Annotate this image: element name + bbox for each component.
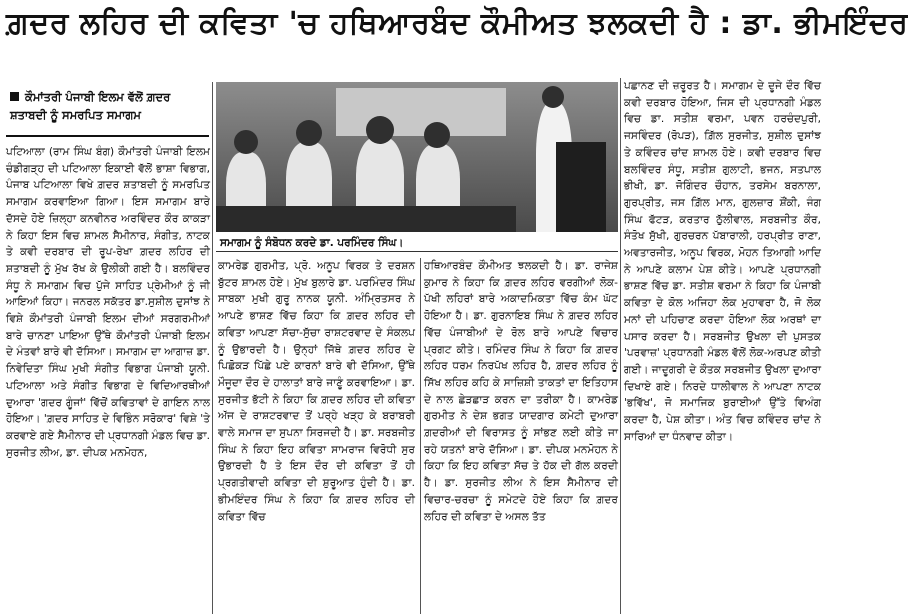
article-column-2: ਕਾਮਰੇਡ ਗੁਰਮੀਤ, ਪ੍ਰੋ. ਅਨੂਪ ਵਿਰਕ ਤੇ ਦਰਸ਼ਨ ਬੁੱਟਰ ਸ਼ਾਮਲ ਹੋਏ। ਮੁੱਖ ਬੁਲਾਰੇ ਡਾ. ਪਰਮਿੰਦਰ ਸਿੰਘ ਸਾਬਕਾ ਮੁਖੀ ਗੁਰੂ ਨਾਨਕ ਯੂਨੀ. ਅੰਮ੍ਰਿਤਸਰ ਨੇ ਆਪਣੇ ਭਾਸ਼ਣ ਵਿੱਚ ਕਿਹਾ ਕਿ ਗ਼ਦਰ ਲਹਿਰ ਦੀ ਕਵਿਤਾ ਆਪਣਾ ਸੱਚਾ-ਸੁੱਚਾ ਰਾਸ਼ਟਰਵਾਦ ਦੇ ਸੰਕਲਪ ਨੂੰ ਉਭਾਰਦੀ ਹੈ। ਉਨ੍ਹਾਂ ਜਿੱਥੇ ਗ਼ਦਰ ਲਹਿਰ ਦੇ ਪਿਛੋਕੜ ਪਿੱਛੇ ਪਏ ਕਾਰਨਾਂ ਬਾਰੇ ਵੀ ਦੱਸਿਆ, ਉੱਥੇ ਮੌਜੂਦਾ ਦੌਰ ਦੇ ਹਾਲਾਤਾਂ ਬਾਰੇ ਜਾਣੂੰ ਕਰਵਾਇਆ। ਡਾ. ਸੁਰਜੀਤ ਭੱਟੀ ਨੇ ਕਿਹਾ ਕਿ ਗ਼ਦਰ ਲਹਿਰ ਦੀ ਕਵਿਤਾ ਅੱਜ ਦੇ ਰਾਸ਼ਟਰਵਾਦ ਤੋਂ ਪਰ੍ਹੇ ਖੜ੍ਹ ਕੇ ਬਰਾਬਰੀ ਵਾਲੇ ਸਮਾਜ ਦਾ ਸੁਪਨਾ ਸਿਰਜਦੀ ਹੈ। ਡਾ. ਸਰਬਜੀਤ ਸਿੰਘ ਨੇ ਕਿਹਾ ਇਹ ਕਵਿਤਾ ਸਾਮਰਾਜ ਵਿਰੋਧੀ ਸੁਰ ਉਭਾਰਦੀ ਹੈ ਤੇ ਇਸ ਦੌਰ ਦੀ ਕਵਿਤਾ ਤੋਂ ਹੀ ਪ੍ਰਗਤੀਵਾਦੀ ਕਵਿਤਾ ਦੀ ਸ਼ੁਰੂਆਤ ਹੁੰਦੀ ਹੈ। ਡਾ. ਭੀਮਇੰਦਰ ਸਿੰਘ ਨੇ ਕਿਹਾ ਕਿ ਗ਼ਦਰ ਲਹਿਰ ਦੀ ਕਵਿਤਾ ਵਿੱਚ — [218, 260, 415, 523]
bullet-square-icon — [10, 92, 19, 101]
column-divider — [212, 82, 213, 614]
photo-caption: ਸਮਾਗਮ ਨੂੰ ਸੰਬੋਧਨ ਕਰਦੇ ਡਾ. ਪਰਮਿੰਦਰ ਸਿੰਘ। — [216, 234, 618, 252]
column-divider — [420, 258, 421, 614]
photo-banner — [336, 88, 506, 136]
photo-head — [296, 120, 322, 146]
photo-table — [216, 206, 516, 232]
article-column-1: ਪਟਿਆਲਾ (ਰਾਮ ਸਿੰਘ ਬੰਗ) ਕੌਮਾਂਤਰੀ ਪੰਜਾਬੀ ਇਲਮ ਚੰਡੀਗੜ੍ਹ ਦੀ ਪਟਿਆਲਾ ਇਕਾਈ ਵੱਲੋਂ ਭਾਸ਼ਾ ਵਿਭਾਗ, ਪੰਜਾਬ ਪਟਿਆਲਾ ਵਿਖੇ ਗ਼ਦਰ ਸ਼ਤਾਬਦੀ ਨੂੰ ਸਮਰਪਿਤ ਸਮਾਗਮ ਕਰਵਾਇਆ ਗਿਆ। ਇਸ ਸਮਾਗਮ ਬਾਰੇ ਦੱਸਦੇ ਹੋਏ ਜ਼ਿਲ੍ਹਾ ਕਨਵੀਨਰ ਅਰਵਿੰਦਰ ਕੌਰ ਕਾਕੜਾ ਨੇ ਕਿਹਾ ਇਸ ਵਿਚ ਸ਼ਾਮਲ ਸੈਮੀਨਾਰ, ਸੰਗੀਤ, ਨਾਟਕ ਤੇ ਕਵੀ ਦਰਬਾਰ ਦੀ ਰੂਪ-ਰੇਖਾ ਗ਼ਦਰ ਲਹਿਰ ਦੀ ਸ਼ਤਾਬਦੀ ਨੂੰ ਮੁੱਖ ਰੱਖ ਕੇ ਉਲੀਕੀ ਗਈ ਹੈ। ਬਲਵਿੰਦਰ ਸੰਧੂ ਨੇ ਸਮਾਗਮ ਵਿਚ ਪੁੱਜੇ ਸਾਹਿਤ ਪ੍ਰੇਮੀਆਂ ਨੂੰ ਜੀ ਆਇਆਂ ਕਿਹਾ। ਜਨਰਲ ਸਕੱਤਰ ਡਾ.ਸੁਸ਼ੀਲ ਦੁਸਾਂਝ ਨੇ ਵਿਸ਼ੇ ਕੌਮਾਂਤਰੀ ਪੰਜਾਬੀ ਇਲਮ ਦੀਆਂ ਸਰਗਰਮੀਆਂ ਬਾਰੇ ਚਾਨਣਾ ਪਾਇਆ ਉੱਥੇ ਕੌਮਾਂਤਰੀ ਪੰਜਾਬੀ ਇਲਮ ਦੇ ਮੰਤਵਾਂ ਬਾਰੇ ਵੀ ਦੱਸਿਆ। ਸਮਾਗਮ ਦਾ ਆਗਾਜ਼ ਡਾ. ਨਿਵੇਦਿਤਾ ਸਿੰਘ ਮੁਖੀ ਸੰਗੀਤ ਵਿਭਾਗ ਪੰਜਾਬੀ ਯੂਨੀ. ਪਟਿਆਲਾ ਅਤੇ ਸੰਗੀਤ ਵਿਭਾਗ ਦੇ ਵਿਦਿਆਰਥੀਆਂ ਦੁਆਰਾ 'ਗਦਰ ਗੂੰਜਾਂ' ਵਿੱਚੋਂ ਕਵਿਤਾਵਾਂ ਦੇ ਗਾਇਨ ਨਾਲ ਹੋਇਆ। 'ਗ਼ਦਰ ਸਾਹਿਤ ਦੇ ਵਿਭਿੰਨ ਸਰੋਕਾਰ' ਵਿਸ਼ੇ 'ਤੇ ਕਰਵਾਏ ਗਏ ਸੈਮੀਨਾਰ ਦੀ ਪ੍ਰਧਾਨਗੀ ਮੰਡਲ ਵਿਚ ਡਾ. ਸੁਰਜੀਤ ਲੀਅ, ਡਾ. ਦੀਪਕ ਮਨਮੋਹਨ, — [6, 146, 210, 459]
subheadline: ਕੌਮਾਂਤਰੀ ਪੰਜਾਬੀ ਇਲਮ ਵੱਲੋਂ ਗ਼ਦਰ ਸ਼ਤਾਬਦੀ ਨੂੰ ਸਮਰਪਿਤ ਸਮਾਗਮ — [10, 90, 171, 122]
event-photo — [216, 82, 618, 232]
article-column-3: ਹਥਿਆਰਬੰਦ ਕੌਮੀਅਤ ਝਲਕਦੀ ਹੈ। ਡਾ. ਰਾਜੇਸ਼ ਕੁਮਾਰ ਨੇ ਕਿਹਾ ਕਿ ਗ਼ਦਰ ਲਹਿਰ ਵਰਗੀਆਂ ਲੋਕ-ਪੱਖੀ ਲਹਿਰਾਂ ਬਾਰੇ ਅਕਾਦਮਿਕਤਾ ਵਿੱਚ ਕੰਮ ਘੱਟ ਹੋਇਆ ਹੈ। ਡਾ. ਗੁਰਨਾਇਬ ਸਿੰਘ ਨੇ ਗ਼ਦਰ ਲਹਿਰ ਵਿੱਚ ਪੰਜਾਬੀਆਂ ਦੇ ਰੋਲ ਬਾਰੇ ਆਪਣੇ ਵਿਚਾਰ ਪ੍ਰਗਟ ਕੀਤੇ। ਰਮਿੰਦਰ ਸਿੰਘ ਨੇ ਕਿਹਾ ਕਿ ਗ਼ਦਰ ਲਹਿਰ ਧਰਮ ਨਿਰਪੱਖ ਲਹਿਰ ਹੈ, ਗ਼ਦਰ ਲਹਿਰ ਨੂੰ ਸਿੱਖ ਲਹਿਰ ਕਹਿ ਕੇ ਸਾਜ਼ਿਸ਼ੀ ਤਾਕਤਾਂ ਦਾ ਇਤਿਹਾਸ ਦੇ ਨਾਲ ਛੇੜਛਾੜ ਕਰਨ ਦਾ ਤਰੀਕਾ ਹੈ। ਕਾਮਰੇਡ ਗੁਰਮੀਤ ਨੇ ਦੇਸ਼ ਭਗਤ ਯਾਦਗਾਰ ਕਮੇਟੀ ਦੁਆਰਾ ਗ਼ਦਰੀਆਂ ਦੀ ਵਿਰਾਸਤ ਨੂੰ ਸਾਂਭਣ ਲਈ ਕੀਤੇ ਜਾ ਰਹੇ ਯਤਨਾਂ ਬਾਰੇ ਦੱਸਿਆ। ਡਾ. ਦੀਪਕ ਮਨਮੋਹਨ ਨੇ ਕਿਹਾ ਕਿ ਇਹ ਕਵਿਤਾ ਸੱਚ ਤੇ ਹੱਕ ਦੀ ਗੱਲ ਕਰਦੀ ਹੈ। ਡਾ. ਸੁਰਜੀਤ ਲੀਅ ਨੇ ਇਸ ਸੈਮੀਨਾਰ ਦੀ ਵਿਚਾਰ-ਚਰਚਾ ਨੂੰ ਸਮੇਟਦੇ ਹੋਏ ਕਿਹਾ ਕਿ ਗ਼ਦਰ ਲਹਿਰ ਦੀ ਕਵਿਤਾ ਦੇ ਅਸਲ ਤੱਤ — [424, 260, 618, 523]
subheadline-block — [10, 88, 205, 124]
divider — [6, 135, 209, 137]
photo-head — [366, 116, 394, 144]
article-column-4: ਪਛਾਨਣ ਦੀ ਜ਼ਰੂਰਤ ਹੈ। ਸਮਾਗਮ ਦੇ ਦੂਜੇ ਦੌਰ ਵਿੱਚ ਕਵੀ ਦਰਬਾਰ ਹੋਇਆ, ਜਿਸ ਦੀ ਪ੍ਰਧਾਨਗੀ ਮੰਡਲ ਵਿਚ ਡਾ. ਸਤੀਸ਼ ਵਰਮਾ, ਪਵਨ ਹਰਚੰਦਪੁਰੀ, ਜਸਵਿੰਦਰ (ਰੋਪੜ), ਗ਼ਿੱਲ ਸੁਰਜੀਤ, ਸੁਸ਼ੀਲ ਦੁਸਾਂਝ ਤੇ ਕਵਿੰਦਰ ਚਾਂਦ ਸ਼ਾਮਲ ਹੋਏ। ਕਵੀ ਦਰਬਾਰ ਵਿਚ ਬਲਵਿੰਦਰ ਸੰਧੂ, ਸਤੀਸ਼ ਗੁਲਾਟੀ, ਭਜਨ, ਸਤਪਾਲ ਭੀਖੀ, ਡਾ. ਜੋਗਿੰਦਰ ਚੌਹਾਨ, ਤਰਸੇਮ ਬਰਨਾਲਾ, ਗੁਰਪ੍ਰੀਤ, ਜਸ ਗ਼ਿੱਲ ਮਾਨ, ਗੁਲਜ਼ਾਰ ਸ਼ੌਂਕੀ, ਜੰਗ ਸਿੰਘ ਫੱਟੜ, ਕਰਤਾਰ ਠੁੱਲੀਵਾਲ, ਸਰਬਜੀਤ ਕੌਰ, ਸੰਤੋਖ ਸੁੱਖੀ, ਗੁਰਚਰਨ ਪੱਬਾਰਾਲੀ, ਹਰਪ੍ਰੀਤ ਰਾਣਾ, ਅਵਤਾਰਜੀਤ, ਅਨੂਪ ਵਿਰਕ, ਮੋਹਨ ਤਿਆਗੀ ਆਦਿ ਨੇ ਆਪਣੇ ਕਲਾਮ ਪੇਸ਼ ਕੀਤੇ। ਆਪਣੇ ਪ੍ਰਧਾਨਗੀ ਭਾਸ਼ਣ ਵਿੱਚ ਡਾ. ਸਤੀਸ਼ ਵਰਮਾ ਨੇ ਕਿਹਾ ਕਿ ਪੰਜਾਬੀ ਕਵਿਤਾ ਦੇ ਕੋਲ ਅਜਿਹਾ ਲੋਕ ਮੁਹਾਵਰਾ ਹੈ, ਜੋ ਲੋਕ ਮਨਾਂ ਦੀ ਪਹਿਚਾਣ ਕਰਦਾ ਹੋਇਆ ਲੋਕ ਅਰਥਾਂ ਦਾ ਪਸਾਰ ਕਰਦਾ ਹੈ। ਸਰਬਜੀਤ ਉਖਲਾ ਦੀ ਪੁਸਤਕ 'ਪਰਵਾਜ਼' ਪ੍ਰਧਾਨਗੀ ਮੰਡਲ ਵੱਲੋਂ ਲੋਕ-ਅਰਪਣ ਕੀਤੀ ਗਈ। ਜਾਦੂਗਰੀ ਦੇ ਕੌਤਕ ਸਰਬਜੀਤ ਉਖਲਾ ਦੁਆਰਾ ਦਿਖਾਏ ਗਏ। ਨਿਰਦੇ ਧਾਲੀਵਾਲ ਨੇ ਆਪਣਾ ਨਾਟਕ 'ਭਵਿੱਖ', ਜੋ ਸਮਾਜਿਕ ਬੁਰਾਈਆਂ ਉੱਤੇ ਵਿਅੰਗ ਕਰਦਾ ਹੈ, ਪੇਸ਼ ਕੀਤਾ। ਅੰਤ ਵਿਚ ਕਵਿੰਦਰ ਚਾਂਦ ਨੇ ਸਾਰਿਆਂ ਦਾ ਧੰਨਵਾਦ ਕੀਤਾ। — [624, 80, 821, 443]
photo-head — [424, 122, 450, 148]
photo-head — [542, 86, 564, 108]
headline: ਗ਼ਦਰ ਲਹਿਰ ਦੀ ਕਵਿਤਾ 'ਚ ਹਥਿਆਰਬੰਦ ਕੌਮੀਅਤ ਝਲਕਦੀ ਹੈ : ਡਾ. ਭੀਮਇੰਦਰ — [6, 6, 908, 41]
column-divider — [620, 78, 621, 614]
photo-head — [234, 130, 258, 154]
photo-podium — [556, 142, 606, 232]
